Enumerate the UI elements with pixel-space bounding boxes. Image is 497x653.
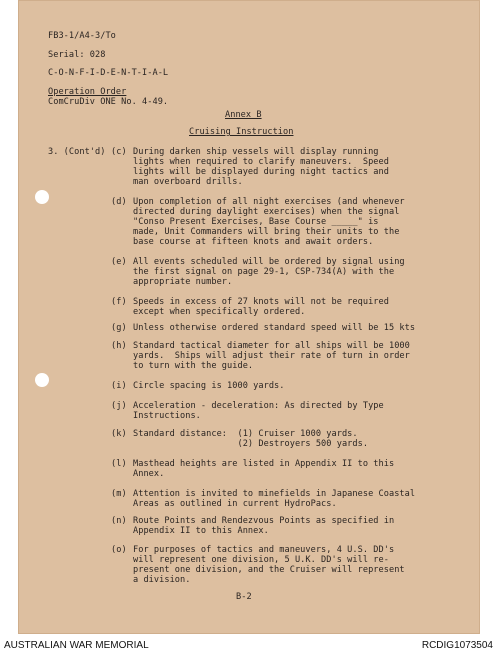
- list-item-line: a division.: [133, 575, 191, 585]
- list-item-line: Standard tactical diameter for all ships will be 1000: [133, 341, 410, 351]
- archive-name: AUSTRALIAN WAR MEMORIAL: [4, 640, 149, 651]
- list-item-line: appropriate number.: [133, 277, 233, 287]
- list-item-line: base course at fifteen knots and await orders.: [133, 237, 374, 247]
- annex-title: Annex B: [225, 110, 262, 120]
- list-item-line: present one division, and the Cruiser will represent: [133, 565, 405, 575]
- list-item-line: Annex.: [133, 469, 165, 479]
- list-item-label: (l): [111, 459, 127, 469]
- paragraph-label: 3. (Cont'd): [48, 147, 106, 157]
- list-item-label: (e): [111, 257, 127, 267]
- list-item-label: (j): [111, 401, 127, 411]
- list-item-line: Speeds in excess of 27 knots will not be required: [133, 297, 389, 307]
- list-item-line: Unless otherwise ordered standard speed will be 15 kts: [133, 323, 416, 333]
- list-item-line: Appendix II to this Annex.: [133, 526, 269, 536]
- list-item-line: Instructions.: [133, 411, 201, 421]
- list-item-label: (n): [111, 516, 127, 526]
- list-item-line: directed during daylight exercises) when the signal: [133, 207, 400, 217]
- list-item-line: Acceleration - deceleration: As directed by Type: [133, 401, 384, 411]
- list-item-line: made, Unit Commanders will bring their units to the: [133, 227, 400, 237]
- list-item-label: (h): [111, 341, 127, 351]
- archive-footer: [0, 638, 497, 653]
- list-item-line: For purposes of tactics and maneuvers, 4 U.S. DD's: [133, 545, 395, 555]
- page-number: B-2: [236, 592, 252, 602]
- list-item-line: Standard distance: (1) Cruiser 1000 yards.: [133, 429, 358, 439]
- list-item-line: to turn with the guide.: [133, 361, 254, 371]
- list-item-label: (o): [111, 545, 127, 555]
- list-item-line: All events scheduled will be ordered by signal using: [133, 257, 405, 267]
- list-item-label: (i): [111, 381, 127, 391]
- list-item-line: the first signal on page 29-1, CSP-734(A) with the: [133, 267, 395, 277]
- list-item-line: lights will be displayed during night tactics and: [133, 167, 389, 177]
- list-item-label: (k): [111, 429, 127, 439]
- list-item-line: Upon completion of all night exercises (and whenever: [133, 197, 405, 207]
- list-item-line: man overboard drills.: [133, 177, 243, 187]
- list-item-line: except when specifically ordered.: [133, 307, 306, 317]
- punch-hole: [35, 190, 49, 204]
- list-item-line: During darken ship vessels will display running: [133, 147, 379, 157]
- file-reference: FB3-1/A4-3/To: [48, 31, 116, 41]
- list-item-line: Masthead heights are listed in Appendix II to this: [133, 459, 395, 469]
- classification: C-O-N-F-I-D-E-N-T-I-A-L: [48, 68, 169, 78]
- list-item-line: "Conso Present Exercises, Base Course _____" is: [133, 217, 379, 227]
- list-item-line: Attention is invited to minefields in Japanese Coastal: [133, 489, 416, 499]
- list-item-label: (d): [111, 197, 127, 207]
- list-item-label: (c): [111, 147, 127, 157]
- list-item-line: Areas as outlined in current HydroPacs.: [133, 499, 337, 509]
- punch-hole: [35, 373, 49, 387]
- list-item-label: (f): [111, 297, 127, 307]
- list-item-line: lights when required to clarify maneuvers. Speed: [133, 157, 389, 167]
- order-title: Operation Order: [48, 87, 127, 97]
- list-item-line: will represent one division, 5 U.K. DD's will re-: [133, 555, 389, 565]
- list-item-label: (g): [111, 323, 127, 333]
- annex-subtitle: Cruising Instruction: [189, 127, 294, 137]
- list-item-line: Route Points and Rendezvous Points as specified in: [133, 516, 395, 526]
- serial-number: Serial: 028: [48, 50, 106, 60]
- list-item-line: yards. Ships will adjust their rate of turn in order: [133, 351, 410, 361]
- list-item-line: (2) Destroyers 500 yards.: [133, 439, 369, 449]
- list-item-label: (m): [111, 489, 127, 499]
- list-item-line: Circle spacing is 1000 yards.: [133, 381, 285, 391]
- archive-item-id: RCDIG1073504: [421, 640, 493, 651]
- order-number: ComCruDiv ONE No. 4-49.: [48, 97, 169, 107]
- document-page: [18, 0, 480, 634]
